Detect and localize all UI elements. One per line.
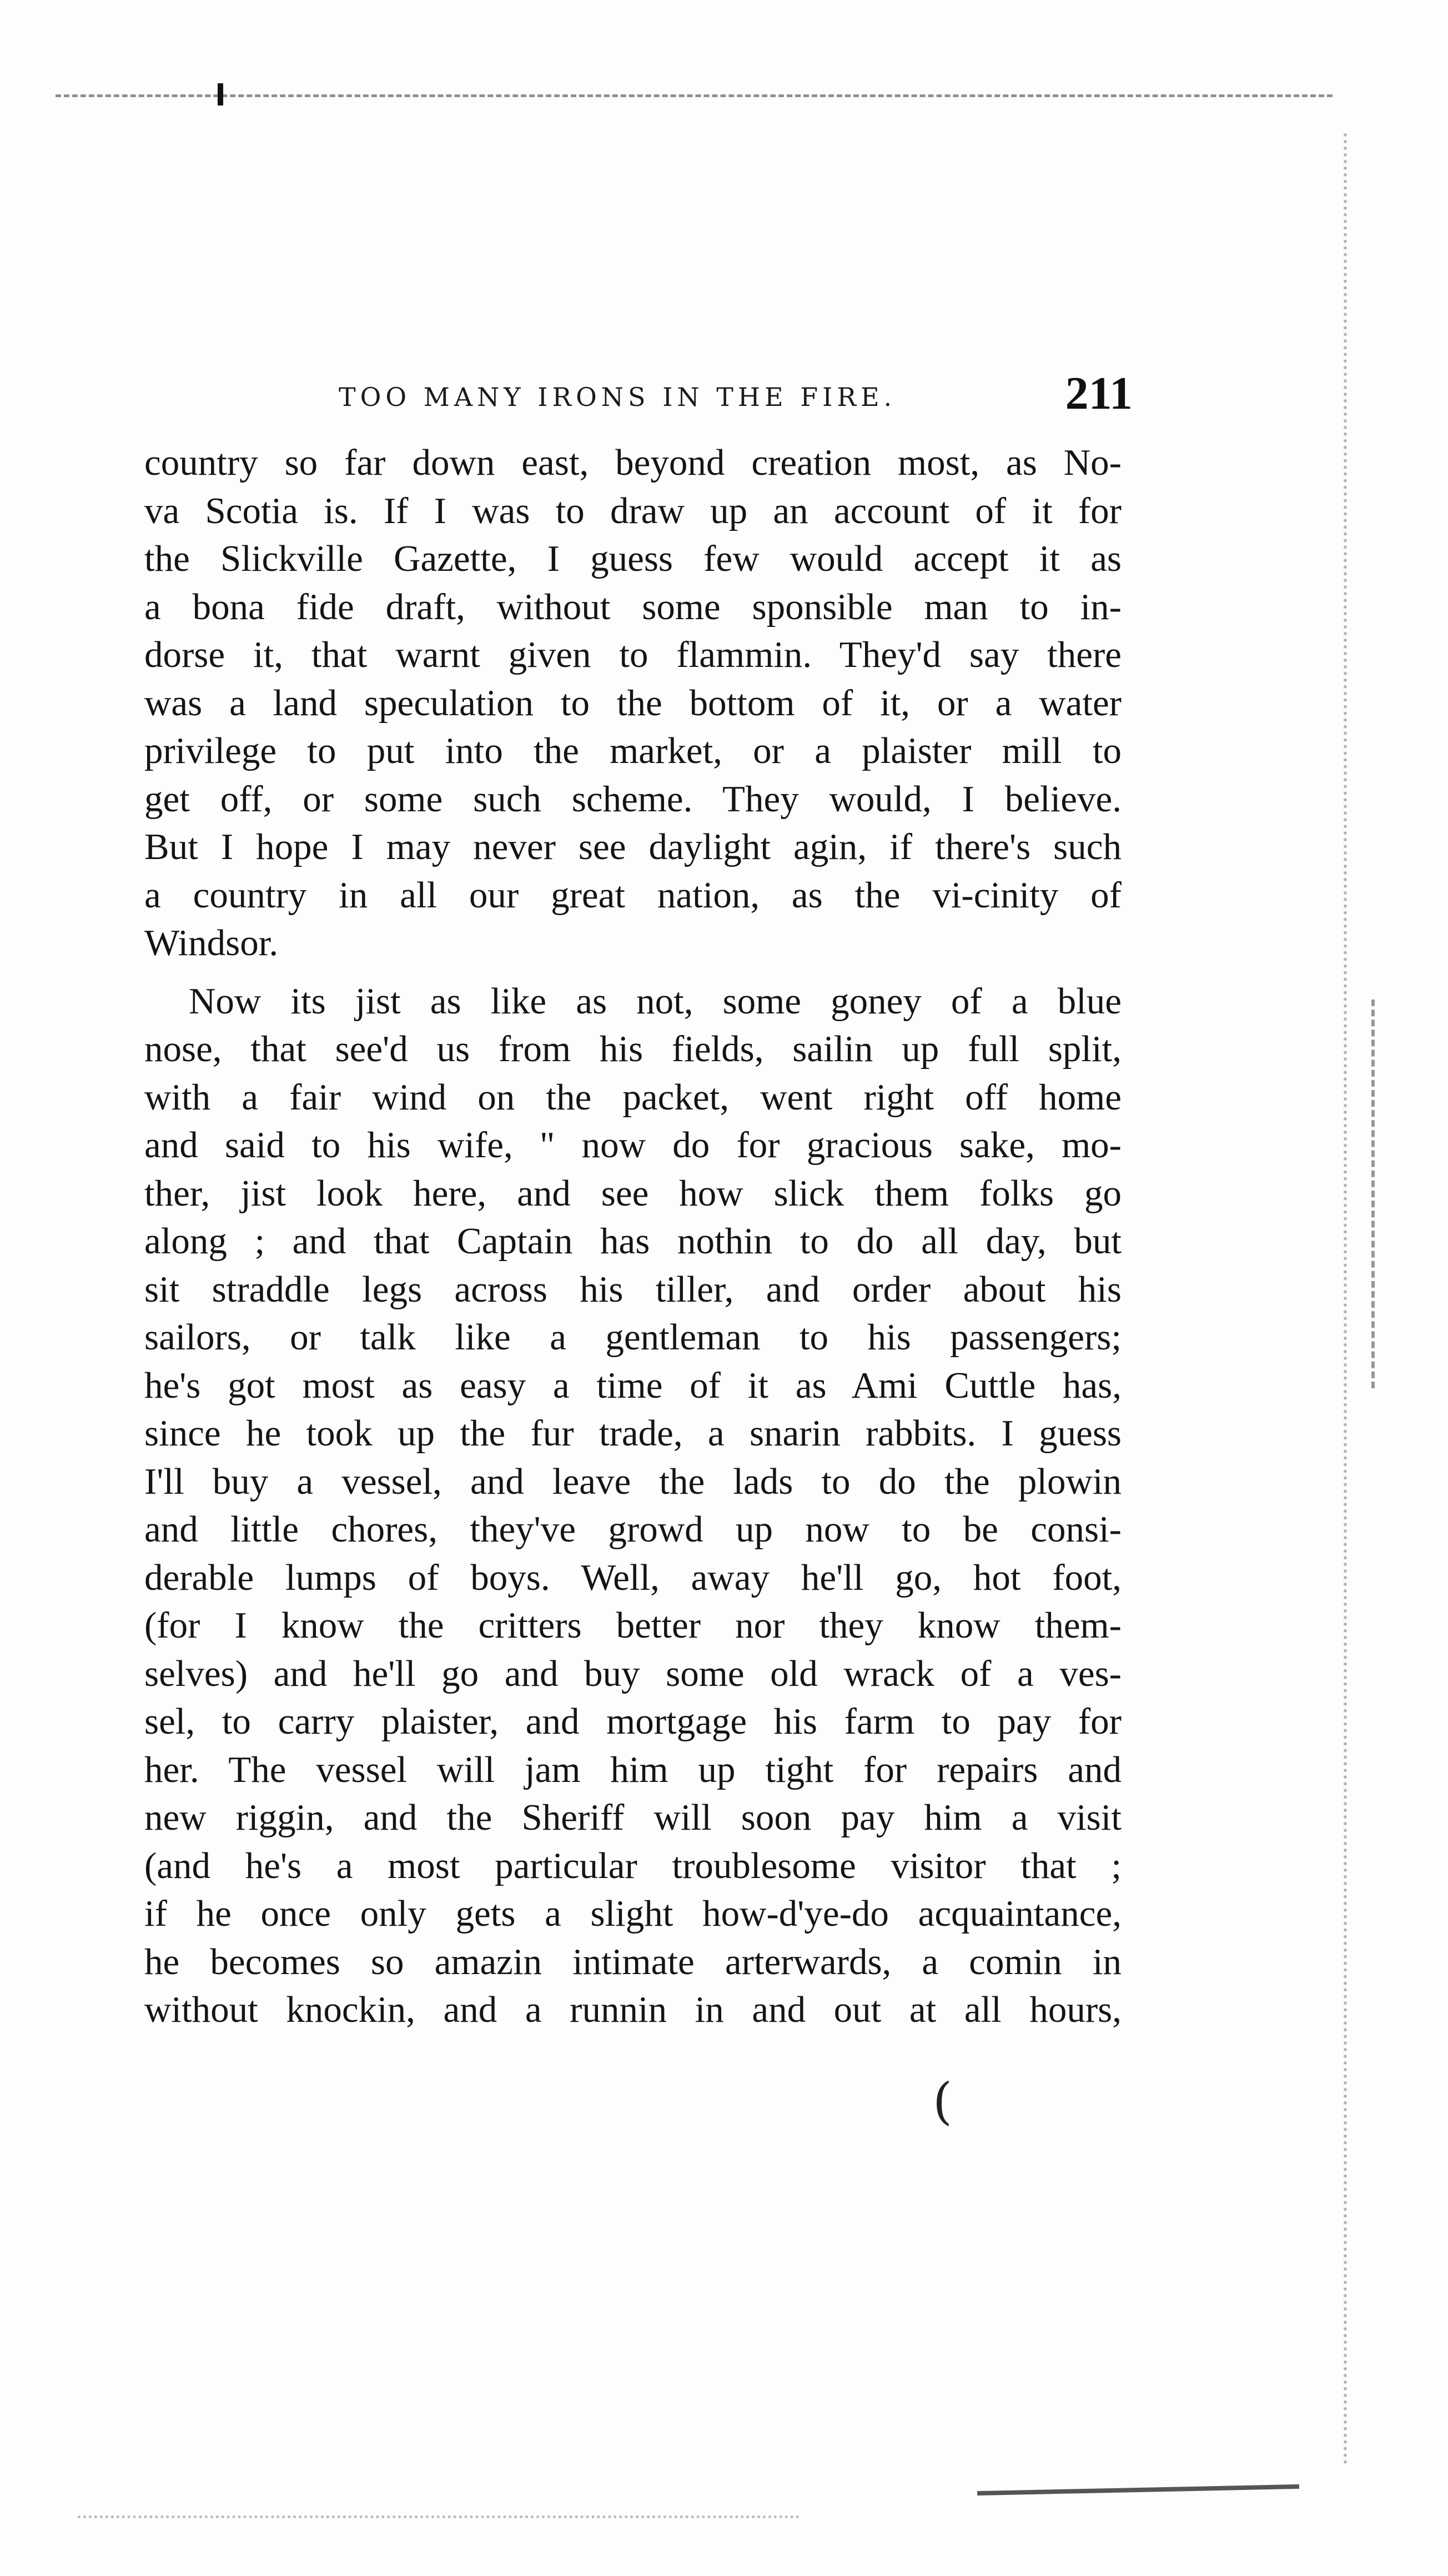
stray-ink-mark: ( — [933, 2072, 953, 2131]
text-line: if he once only gets a slight how-d'ye-do acquaintance, — [144, 1893, 1122, 1934]
text-line: va Scotia is. If I was to draw up an account of it for — [144, 490, 1122, 531]
text-line: (for I know the critters better nor they know them- — [144, 1605, 1122, 1646]
text-line: Now its jist as like as not, some goney of a blue — [189, 980, 1122, 1022]
scan-right-edge-marks — [1371, 1000, 1380, 1388]
scan-top-rule — [56, 94, 1333, 97]
text-line: a country in all our great nation, as the vi-cinity of — [144, 874, 1122, 916]
text-line: But I hope I may never see daylight agin, if there's such — [144, 826, 1122, 867]
text-line: a bona fide draft, without some sponsible man to in- — [144, 586, 1122, 627]
text-line: derable lumps of boys. Well, away he'll go, hot foot, — [144, 1556, 1122, 1598]
running-title: TOO MANY IRONS IN THE FIRE. — [339, 382, 897, 412]
text-line: privilege to put into the market, or a plaister mill to — [144, 730, 1122, 771]
text-line: since he took up the fur trade, a snarin rabbits. I guess — [144, 1413, 1122, 1454]
text-line: Windsor. — [144, 922, 279, 963]
text-line: along ; and that Captain has nothin to do all day, but — [144, 1221, 1122, 1262]
scan-top-mark — [218, 83, 223, 106]
text-line: the Slickville Gazette, I guess few would accept it as — [144, 538, 1122, 579]
text-line: without knockin, and a runnin in and out at all hours, — [144, 1989, 1122, 2030]
text-line: ther, jist look here, and see how slick them folks go — [144, 1172, 1122, 1214]
paragraph-1 — [144, 439, 1122, 967]
text-line: country so far down east, beyond creation most, as No- — [144, 442, 1122, 483]
text-line: selves) and he'll go and buy some old wrack of a ves- — [144, 1653, 1122, 1694]
text-line: I'll buy a vessel, and leave the lads to do the plowin — [144, 1460, 1122, 1502]
running-head — [339, 366, 1160, 428]
text-line: and said to his wife, " now do for gracious sake, mo- — [144, 1124, 1122, 1166]
scan-bottom-dots — [78, 2515, 800, 2518]
scan-bottom-smudge — [977, 2484, 1299, 2495]
text-line: and little chores, they've growd up now to be consi- — [144, 1509, 1122, 1550]
text-line: he's got most as easy a time of it as Ami Cuttle has, — [144, 1364, 1122, 1406]
text-line: new riggin, and the Sheriff will soon pay him a visit — [144, 1797, 1122, 1838]
text-line: with a fair wind on the packet, went right off home — [144, 1076, 1122, 1118]
text-line: sit straddle legs across his tiller, and order about his — [144, 1268, 1122, 1310]
scan-right-edge — [1344, 133, 1369, 2465]
text-line: (and he's a most particular troublesome visitor that ; — [144, 1845, 1122, 1886]
text-line: nose, that see'd us from his fields, sailin up full split, — [144, 1028, 1122, 1069]
text-line: her. The vessel will jam him up tight for repairs and — [144, 1749, 1122, 1790]
body-text — [144, 439, 1122, 2034]
text-line: was a land speculation to the bottom of it, or a water — [144, 682, 1122, 724]
paragraph-2 — [144, 977, 1122, 2034]
text-line: sailors, or talk like a gentleman to his passengers; — [144, 1317, 1122, 1358]
text-line: dorse it, that warnt given to flammin. They'd say there — [144, 634, 1122, 675]
text-line: sel, to carry plaister, and mortgage his farm to pay for — [144, 1701, 1122, 1742]
text-line: get off, or some such scheme. They would, I believe. — [144, 778, 1122, 820]
text-line: he becomes so amazin intimate arterwards, a comin in — [144, 1941, 1122, 1982]
page-number: 211 — [1065, 368, 1133, 419]
